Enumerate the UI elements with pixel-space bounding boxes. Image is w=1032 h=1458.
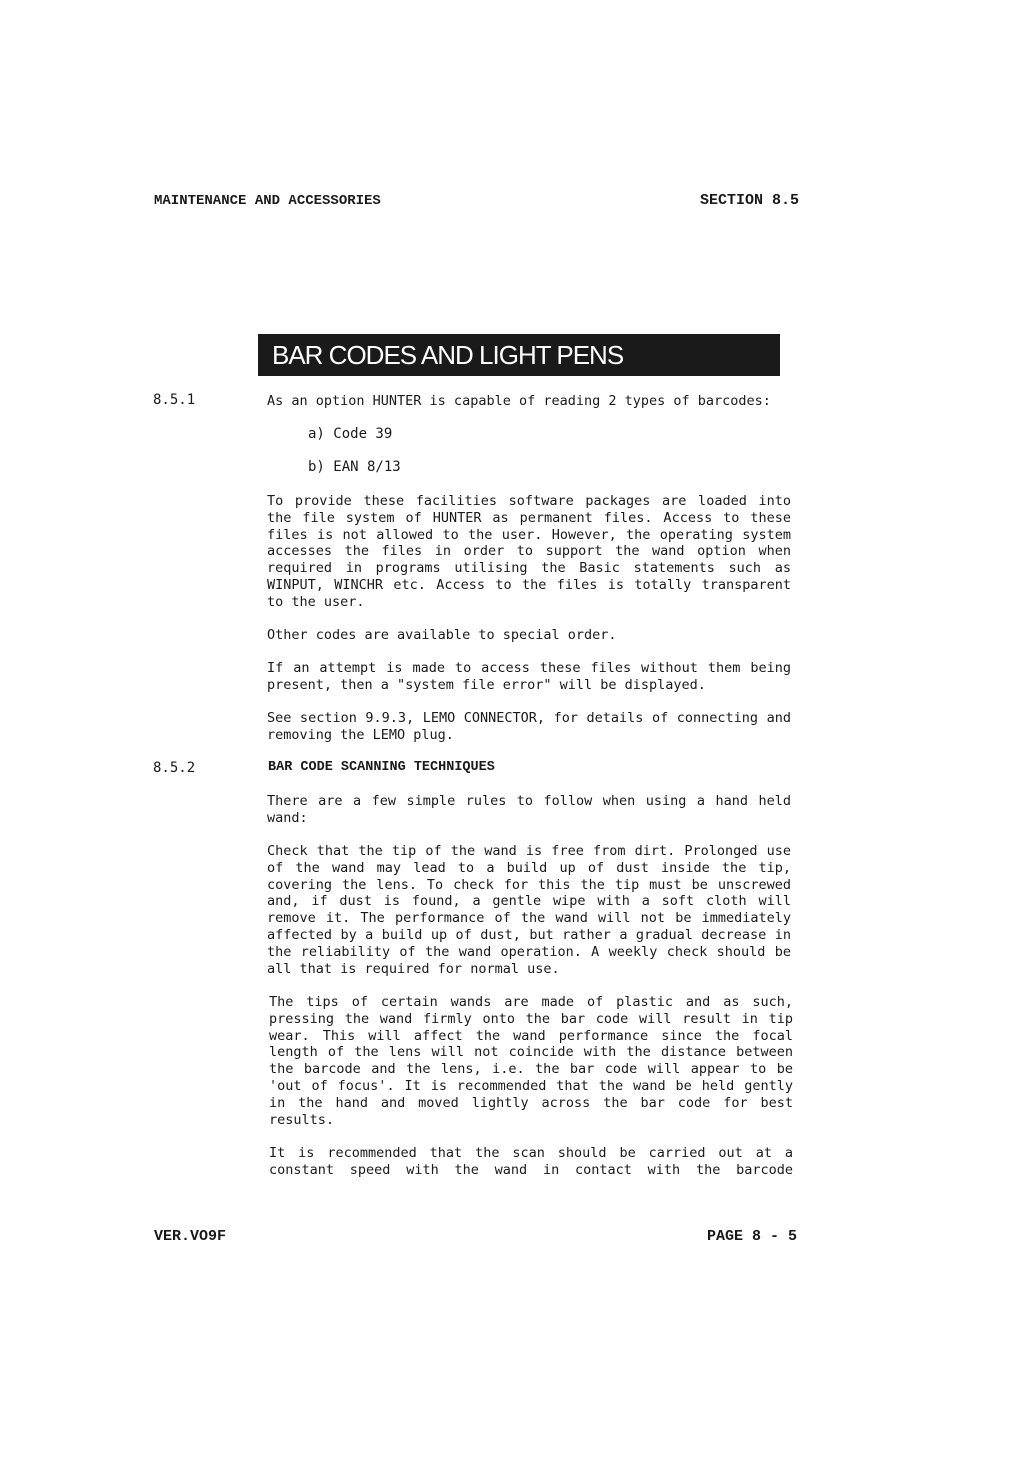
paragraph-line: and, if dust is found, a gentle wipe with a soft cloth will	[267, 893, 791, 910]
intro-paragraph	[267, 393, 791, 410]
running-header-right: SECTION 8.5	[700, 192, 800, 209]
paragraph-line: in the hand and moved lightly across the bar code for best	[269, 1094, 793, 1111]
paragraph-line: covering the lens. To check for this the tip must be unscrewed	[267, 876, 791, 893]
paragraph-line: wand:	[267, 809, 308, 826]
paragraph-system-error	[267, 660, 791, 694]
paragraph-line: See section 9.9.3, LEMO CONNECTOR, for details of connecting and	[267, 710, 791, 726]
running-header-left: MAINTENANCE AND ACCESSORIES	[154, 193, 381, 209]
paragraph-facilities	[267, 493, 791, 611]
paragraph-line: removing the LEMO plug.	[267, 726, 454, 743]
paragraph-line: present, then a "system file error" will be displayed.	[267, 676, 706, 693]
paragraph-line: 'out of focus'. It is recommended that the wand be held gently	[269, 1077, 793, 1094]
paragraph-line: length of the lens will not coincide with the distance between	[269, 1044, 793, 1061]
paragraph-line: of the wand may lead to a build up of dust inside the tip,	[267, 859, 791, 876]
section-title: BAR CODES AND LIGHT PENS	[272, 340, 624, 370]
intro-line: As an option HUNTER is capable of reading 2 types of barcodes:	[267, 393, 771, 409]
paragraph-line: There are a few simple rules to follow when using a hand held	[267, 793, 791, 809]
paragraph-line: the file system of HUNTER as permanent files. Access to these	[267, 509, 791, 526]
paragraph-line: It is recommended that the scan should be carried out at a	[269, 1145, 793, 1161]
paragraph-lemo	[267, 710, 791, 744]
footer-page-number: PAGE 8 - 5	[707, 1228, 798, 1245]
list-item-b: b) EAN 8/13	[308, 459, 401, 475]
footer-version: VER.VO9F	[154, 1228, 227, 1245]
paragraph-rules	[267, 793, 791, 827]
paragraph-line: the barcode and the lens, i.e. the bar code will appear to be	[269, 1061, 793, 1078]
paragraph-line: to the user.	[267, 593, 365, 610]
paragraph-line: Check that the tip of the wand is free from dirt. Prolonged use	[267, 843, 791, 859]
paragraph-line: The tips of certain wands are made of plastic and as such,	[269, 994, 793, 1010]
paragraph-line: remove it. The performance of the wand will not be immediately	[267, 910, 791, 927]
paragraph-line: Other codes are available to special order.	[267, 627, 617, 643]
paragraph-line: To provide these facilities software packages are loaded into	[267, 493, 791, 509]
paragraph-other-codes	[267, 627, 791, 644]
paragraph-line: required in programs utilising the Basic statements such as	[267, 560, 791, 577]
section-title-banner	[258, 334, 780, 376]
paragraph-line: results.	[269, 1111, 335, 1128]
subheading: BAR CODE SCANNING TECHNIQUES	[268, 760, 495, 775]
paragraph-line: the reliability of the wand operation. A weekly check should be	[267, 943, 791, 960]
paragraph-line: accesses the files in order to support the wand option when	[267, 543, 791, 560]
paragraph-scan-speed	[269, 1145, 793, 1179]
paragraph-tips	[269, 994, 793, 1128]
paragraph-line: If an attempt is made to access these files without them being	[267, 660, 791, 676]
paragraph-line: WINPUT, WINCHR etc. Access to the files is totally transparent	[267, 576, 791, 593]
section-number-8-5-1: 8.5.1	[153, 392, 196, 408]
paragraph-line: constant speed with the wand in contact with the barcode	[269, 1161, 793, 1178]
paragraph-dirt	[267, 843, 791, 977]
paragraph-line: pressing the wand firmly onto the bar code will result in tip	[269, 1010, 793, 1027]
paragraph-line: all that is required for normal use.	[267, 960, 560, 977]
paragraph-line: affected by a build up of dust, but rather a gradual decrease in	[267, 926, 791, 943]
section-number-8-5-2: 8.5.2	[153, 760, 196, 776]
list-item-a: a) Code 39	[308, 426, 393, 442]
paragraph-line: wear. This will affect the wand performance since the focal	[269, 1027, 793, 1044]
paragraph-line: files is not allowed to the user. However, the operating system	[267, 526, 791, 543]
